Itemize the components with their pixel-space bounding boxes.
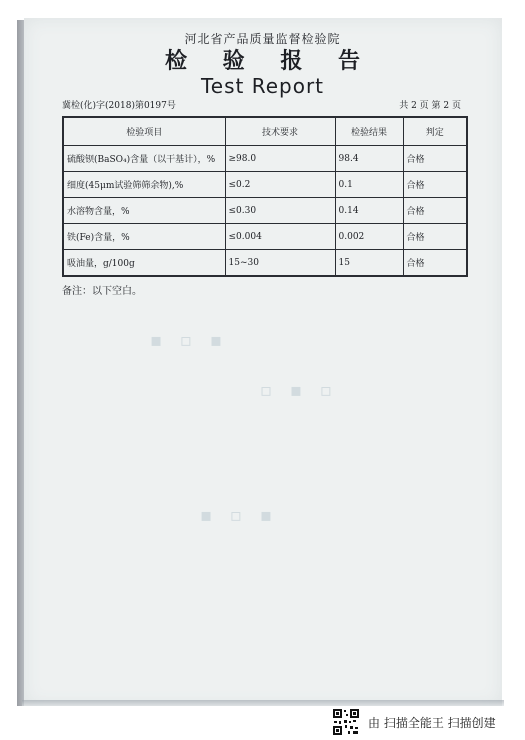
- cell-judgement: 合格: [403, 224, 467, 250]
- cell-result: 98.4: [335, 146, 403, 172]
- report-title-en: Test Report: [200, 74, 325, 98]
- column-header-judgement: 判定: [403, 117, 467, 146]
- cell-result: 0.14: [335, 198, 403, 224]
- table-row: [63, 224, 467, 250]
- cell-judgement: 合格: [403, 172, 467, 198]
- table-row: [63, 250, 467, 277]
- scanner-watermark-text: 由 扫描全能王 扫描创建: [368, 715, 496, 730]
- report-number: 冀检(化)字(2018)第0197号: [62, 101, 176, 111]
- table-header-row: [63, 117, 467, 146]
- faint-seal-artifact: ▪ ▫ ▪: [150, 330, 229, 351]
- table-row: [63, 146, 467, 172]
- cell-judgement: 合格: [403, 146, 467, 172]
- column-header-result: 检验结果: [335, 117, 403, 146]
- test-results-table: [62, 116, 468, 277]
- remarks: 备注：以下空白。: [62, 286, 142, 297]
- cell-judgement: 合格: [403, 250, 467, 277]
- page-info: 共 2 页 第 2 页: [399, 101, 461, 111]
- faint-seal-artifact: ▪ ▫ ▪: [200, 505, 279, 526]
- institute-name: 河北省产品质量监督检验院: [184, 32, 341, 46]
- cell-requirement: 15~30: [225, 250, 335, 277]
- qr-code-icon[interactable]: [332, 708, 360, 736]
- report-title-cn: 检 验 报 告: [165, 48, 374, 74]
- cell-result: 0.002: [335, 224, 403, 250]
- cell-item: 铁(Fe)含量，%: [63, 224, 225, 250]
- table-row: [63, 172, 467, 198]
- column-header-item: 检验项目: [63, 117, 225, 146]
- cell-requirement: ≤0.30: [225, 198, 335, 224]
- cell-judgement: 合格: [403, 198, 467, 224]
- cell-result: 0.1: [335, 172, 403, 198]
- cell-requirement: ≤0.2: [225, 172, 335, 198]
- cell-item: 硫酸钡(BaSO₄)含量（以干基计），%: [63, 146, 225, 172]
- cell-result: 15: [335, 250, 403, 277]
- column-header-requirement: 技术要求: [225, 117, 335, 146]
- cell-item: 水溶物含量，%: [63, 198, 225, 224]
- cell-item: 细度(45μm试验筛筛余物),%: [63, 172, 225, 198]
- table-row: [63, 198, 467, 224]
- cell-requirement: ≥98.0: [225, 146, 335, 172]
- cell-requirement: ≤0.004: [225, 224, 335, 250]
- cell-item: 吸油量，g/100g: [63, 250, 225, 277]
- scanner-footer: [332, 708, 522, 736]
- scan-shadow-bottom: [22, 700, 504, 706]
- faint-seal-artifact: ▫ ▪ ▫: [260, 380, 339, 401]
